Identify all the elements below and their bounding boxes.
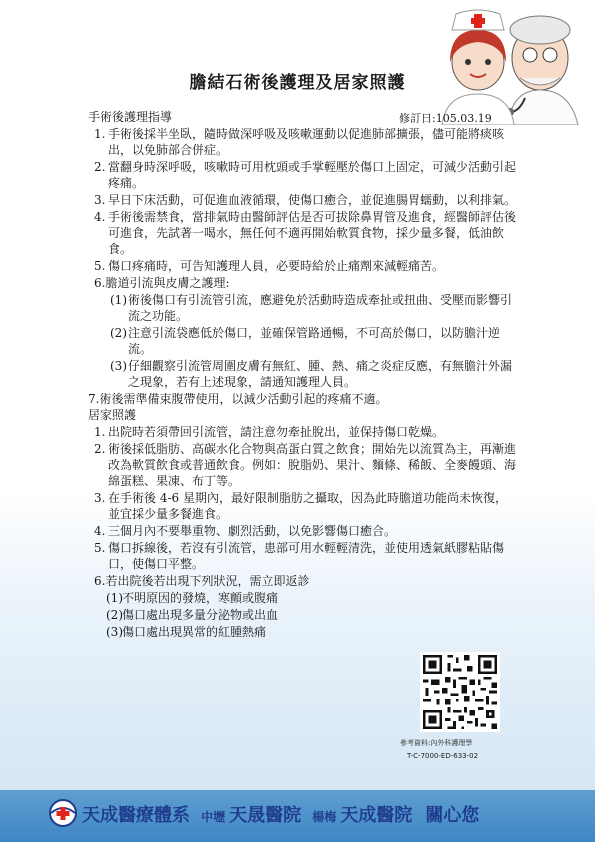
list-number: 4. (94, 210, 106, 224)
list-text: 術後採低脂肪、高碳水化合物與高蛋白質之飲食；開始先以流質為主，再漸進改為軟質飲食或普通飲食。例如：脫脂奶、果汁、麵條、稀飯、全麥饅頭、海綿蛋糕、果凍、布丁等。 (108, 442, 517, 488)
list-number: 1. (94, 127, 106, 141)
document-title: 膽結石術後護理及居家照護 (189, 73, 406, 93)
sub-list-text: 不明原因的發燒，寒顫或腹痛 (122, 591, 279, 605)
list-number: 2. (94, 442, 106, 456)
list-number: 2. (94, 160, 106, 174)
return-visit-heading: 6.若出院後若出現下列狀況，需立即返診 (94, 574, 310, 588)
revised-date: 修訂日:105.03.19 (399, 112, 492, 125)
section-heading-postop: 手術後護理指導 (88, 110, 173, 124)
sub-list-number: (2) (106, 608, 123, 622)
qr-code (420, 652, 500, 732)
list-item (88, 258, 518, 274)
footer-location-2: 楊梅 (312, 810, 337, 824)
list-text: 傷口疼痛時，可告知護理人員，必要時給於止痛劑來減輕痛苦。 (108, 259, 445, 273)
list-number: 5. (94, 541, 106, 555)
list-text: 手術後採半坐臥，隨時做深呼吸及咳嗽運動以促進肺部擴張，儘可能將痰咳出，以免肺部合併症。 (108, 127, 505, 157)
list-text: 手術後需禁食，當排氣時由醫師評估是否可拔除鼻胃管及進食，經醫師評估後可進食，先試著一喝水，無任何不適再開始軟質食物，採少量多餐，低油飲食。 (108, 210, 517, 256)
list-item-7: 7.術後需準備束腹帶使用，以減少活動引起的疼痛不適。 (88, 392, 388, 406)
reference-note: 參考資料:內外科護理學 (400, 739, 473, 747)
list-number: 5. (94, 259, 106, 273)
sub-list-item (92, 358, 518, 390)
list-item (88, 159, 518, 191)
sub-list-number: (3) (110, 359, 127, 373)
list-item (88, 523, 518, 539)
list-text: 三個月內不要舉重物、劇烈活動，以免影響傷口癒合。 (108, 524, 397, 538)
sub-list-text: 注意引流袋應低於傷口，並確保管路通暢，不可高於傷口，以防膽汁逆流。 (128, 326, 501, 356)
footer-text (82, 801, 479, 831)
list-text: 出院時若須帶回引流管，請注意勿牽扯脫出，並保持傷口乾燥。 (108, 425, 445, 439)
sub-list-number: (3) (106, 625, 123, 639)
drain-care-heading: 6.膽道引流與皮膚之護理: (94, 276, 230, 290)
footer-org-name: 天成醫療體系 (82, 805, 190, 826)
footer-slogan: 關心您 (425, 805, 480, 826)
list-text: 在手術後 4-6 星期內，最好限制脂肪之攝取，因為此時膽道功能尚未恢復，並宜採少量多餐進食。 (108, 491, 507, 521)
footer-location-1: 中壢 (201, 810, 226, 824)
sub-list-item (88, 624, 518, 640)
nurse-doctor-illustration (420, 0, 595, 125)
sub-list-text: 傷口處出現多量分泌物或出血 (122, 608, 279, 622)
hospital-cross-logo-icon (48, 798, 78, 828)
sub-list-text: 傷口處出現異常的紅腫熱痛 (122, 625, 267, 639)
sub-list-item (92, 325, 518, 357)
list-number: 3. (94, 491, 106, 505)
list-text: 早日下床活動，可促進血液循環，使傷口癒合，並促進腸胃蠕動，以利排氣。 (108, 193, 517, 207)
list-item (88, 192, 518, 208)
list-item (88, 441, 518, 489)
document-body (88, 109, 518, 640)
list-number: 3. (94, 193, 106, 207)
list-number: 4. (94, 524, 106, 538)
footer-hospital-2: 天成醫院 (340, 805, 413, 826)
sub-list-number: (1) (110, 293, 127, 307)
list-item (88, 209, 518, 257)
sub-list-item (88, 590, 518, 606)
sub-list-item (92, 292, 518, 324)
section-heading-home-care: 居家照護 (88, 408, 137, 422)
sub-list-text: 仔細觀察引流管周圍皮膚有無紅、腫、熱、痛之炎症反應，有無膽汁外漏之現象，若有上述現象，請通知護理人員。 (128, 359, 513, 389)
list-item (88, 126, 518, 158)
list-number: 1. (94, 425, 106, 439)
list-item (88, 540, 518, 572)
footer-hospital-1: 天晟醫院 (229, 805, 302, 826)
sub-list-item (88, 607, 518, 623)
list-text: 當翻身時深呼吸，咳嗽時可用枕頭或手掌輕壓於傷口上固定，可減少活動引起疼痛。 (108, 160, 517, 190)
list-item (88, 490, 518, 522)
sub-list-text: 術後傷口有引流管引流，應避免於活動時造成牽扯或扭曲、受壓而影響引流之功能。 (128, 293, 513, 323)
document-code: T-C-7000-ED-633-02 (407, 752, 479, 760)
sub-list-number: (2) (110, 326, 127, 340)
list-text: 傷口拆線後，若沒有引流管，患部可用水輕輕清洗，並使用透氣紙膠粘貼傷口，使傷口平整。 (108, 541, 505, 571)
list-item (88, 424, 518, 440)
sub-list-number: (1) (106, 591, 123, 605)
